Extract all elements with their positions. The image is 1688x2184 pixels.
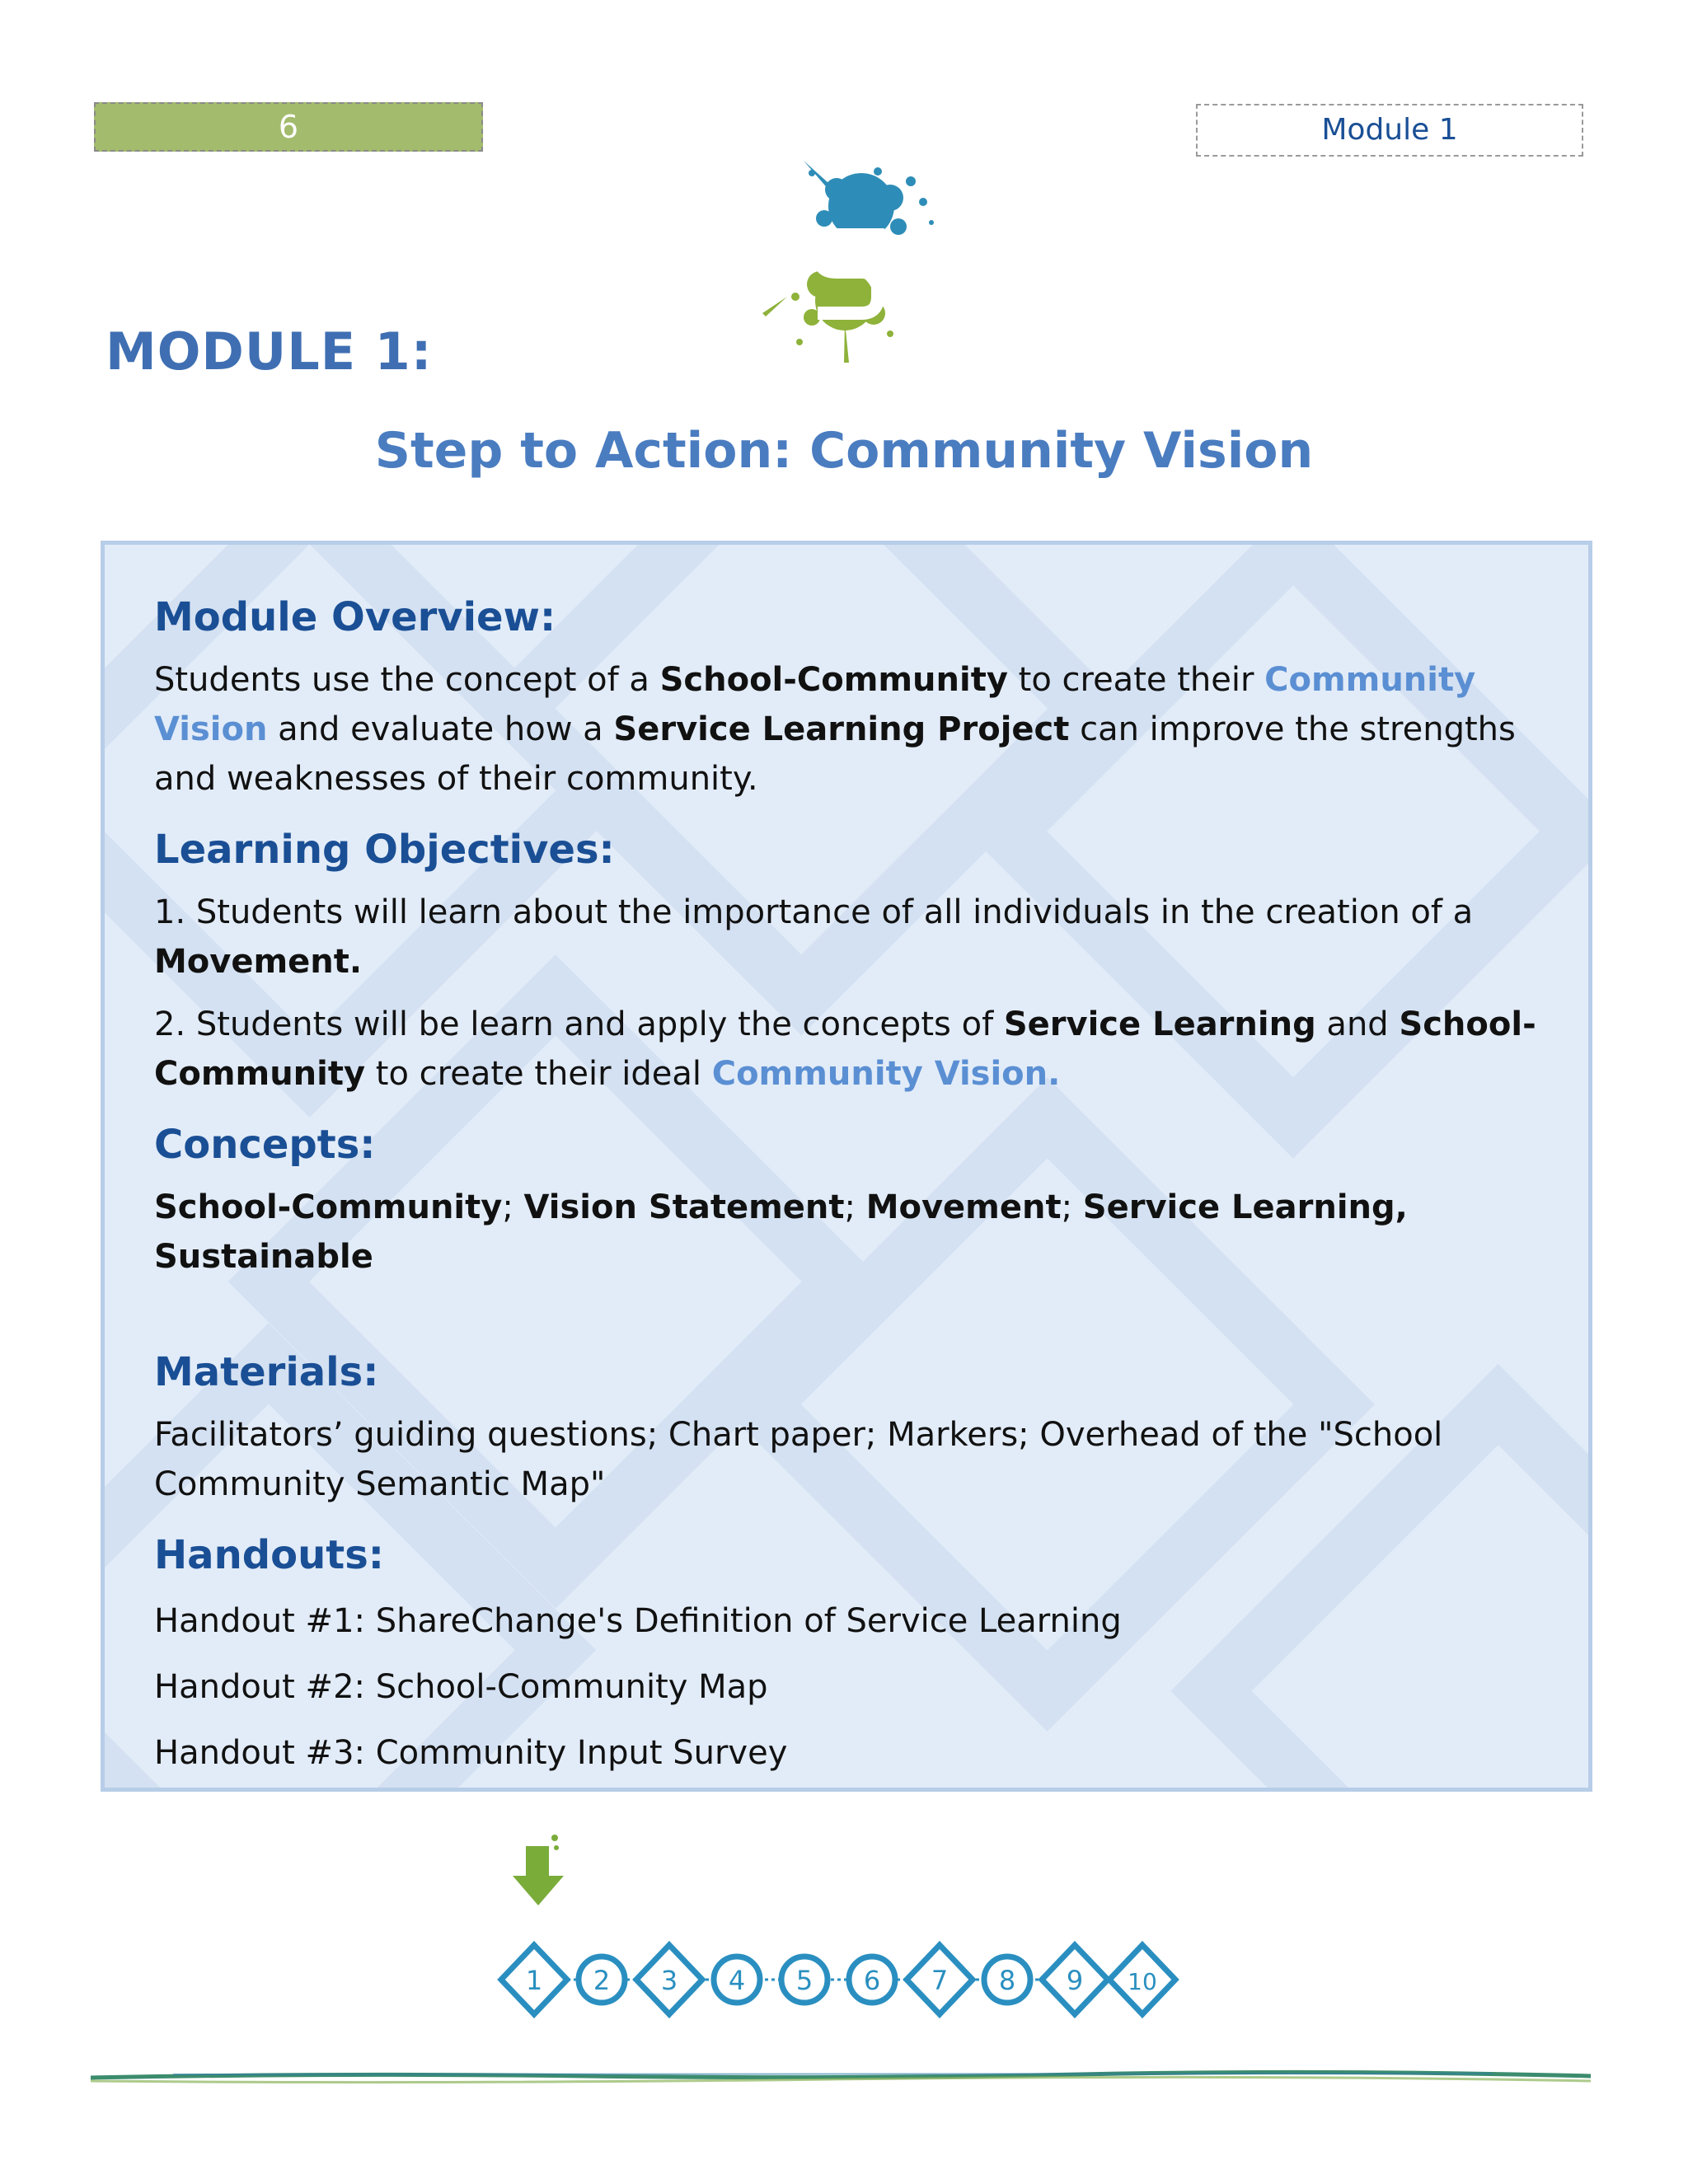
page-number: 6 — [278, 109, 299, 145]
step-5-label: 5 — [795, 1965, 814, 1996]
step-5-button[interactable] — [781, 1957, 828, 2003]
handout-item: Handout #3: Community Input Survey — [154, 1734, 788, 1772]
step-6-label: 6 — [863, 1965, 881, 1996]
handouts-title: Handouts: — [154, 1532, 384, 1578]
step-9-button[interactable] — [1042, 1945, 1108, 2014]
step-3-button[interactable] — [636, 1945, 702, 2014]
current-step-arrow-icon — [509, 1831, 567, 1910]
step-heading: Step to Action: Community Vision — [374, 422, 1314, 480]
objective-1: 1. Students will learn about the importance of all individuals in the creation of a Movement. — [154, 893, 1474, 981]
materials-title: Materials: — [154, 1349, 379, 1395]
step-7-button[interactable] — [907, 1945, 973, 2014]
step-9-label: 9 — [1066, 1965, 1084, 1996]
module-tab-label: Module 1 — [1321, 113, 1458, 147]
step-2-label: 2 — [593, 1965, 611, 1996]
step-8-label: 8 — [998, 1965, 1016, 1996]
step-10-button[interactable] — [1109, 1945, 1175, 2014]
handout-item: Handout #2: School-Community Map — [154, 1668, 768, 1706]
step-1-button[interactable] — [501, 1945, 567, 2014]
step-2-button[interactable] — [579, 1957, 625, 2003]
handout-item: Handout #1: ShareChange's Definition of Service Learning — [154, 1602, 1122, 1640]
bottom-divider — [91, 2064, 1591, 2089]
objectives-title: Learning Objectives: — [154, 827, 615, 873]
page-number-tab — [94, 102, 483, 152]
sharechange-logo — [746, 157, 952, 371]
concepts-title: Concepts: — [154, 1122, 376, 1168]
overview-text: Students use the concept of a School-Community to create their Community Vision and evaluate how a Service Learning Project can improve the strengths and weaknesses of their community. — [154, 661, 1516, 798]
step-10-label: 10 — [1128, 1968, 1157, 1995]
step-4-label: 4 — [728, 1965, 746, 1996]
concepts-list: School-Community; Vision Statement; Movement; Service Learning, Sustainable — [154, 1188, 1408, 1276]
step-6-button[interactable] — [849, 1957, 895, 2003]
step-4-button[interactable] — [714, 1957, 760, 2003]
materials-text: Facilitators’ guiding questions; Chart paper; Markers; Overhead of the "School Community Semantic Map" — [154, 1416, 1443, 1503]
module-tab — [1196, 104, 1583, 157]
overview-title: Module Overview: — [154, 594, 556, 640]
step-1-label: 1 — [525, 1965, 543, 1996]
step-3-label: 3 — [660, 1965, 678, 1996]
objective-2: 2. Students will be learn and apply the concepts of Service Learning and School-Community to create their ideal Community Vision. — [154, 1005, 1536, 1093]
step-7-label: 7 — [931, 1965, 949, 1996]
step-navigation[interactable] — [495, 1932, 1187, 2022]
step-8-button[interactable] — [984, 1957, 1030, 2003]
module-heading: MODULE 1: — [106, 321, 433, 382]
module-overview-box — [101, 541, 1592, 1792]
